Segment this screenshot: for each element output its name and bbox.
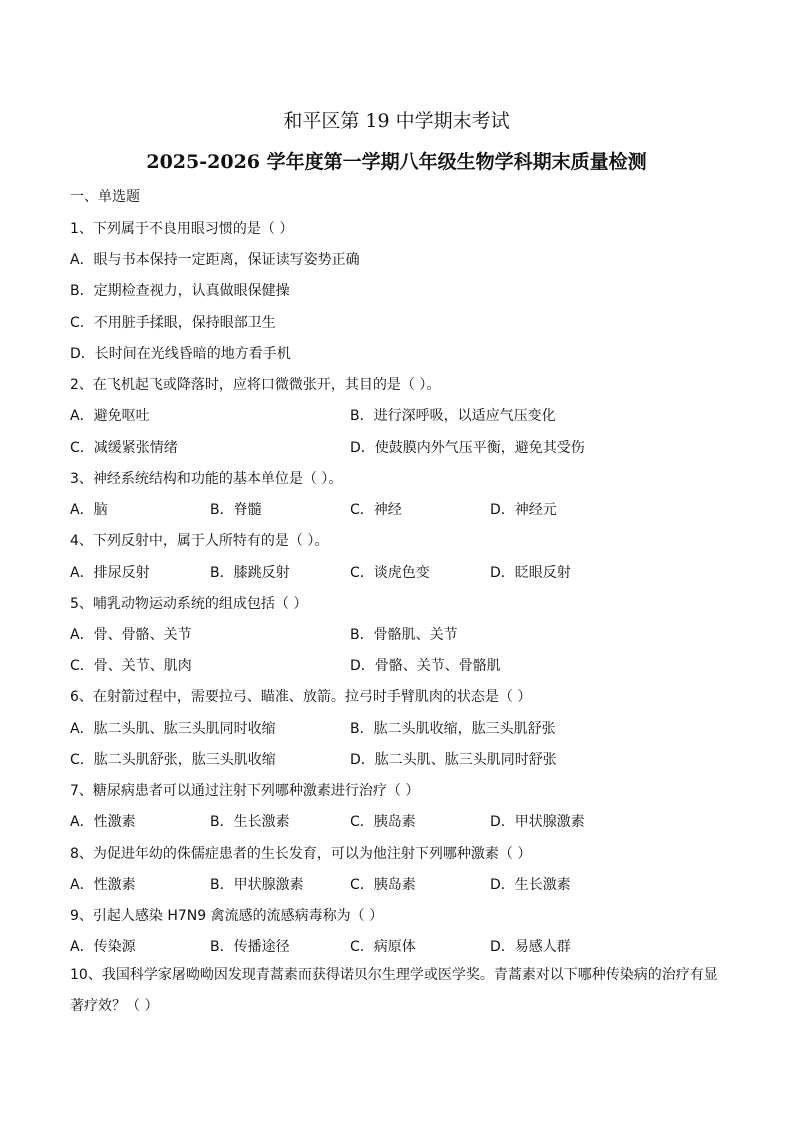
question-9-option-d: D．易感人群 bbox=[490, 939, 571, 955]
question-5-option-b: B．骨骼肌、关节 bbox=[350, 627, 458, 643]
question-3-option-b: B．脊髓 bbox=[210, 502, 262, 518]
question-6-option-c: C．肱二头肌舒张，肱三头肌收缩 bbox=[70, 752, 276, 768]
question-1-option-c: C．不用脏手揉眼，保持眼部卫生 bbox=[70, 315, 276, 331]
question-8-option-d: D．生长激素 bbox=[490, 877, 571, 893]
question-5-option-a: A．骨、骨骼、关节 bbox=[70, 627, 192, 643]
question-9-option-b: B．传播途径 bbox=[210, 939, 290, 955]
question-6-option-a: A．肱二头肌、肱三头肌同时收缩 bbox=[70, 721, 276, 737]
question-6-option-d: D．肱二头肌、肱三头肌同时舒张 bbox=[350, 752, 557, 768]
question-2: 2、在飞机起飞或降落时，应将口微微张开，其目的是（ ）。 bbox=[70, 377, 441, 393]
question-3-option-d: D．神经元 bbox=[490, 502, 557, 518]
question-5-option-d: D．骨骼、关节、骨骼肌 bbox=[350, 658, 501, 674]
exam-title-line1: 和平区第 19 中学期末考试 bbox=[283, 110, 510, 132]
question-9: 9、引起人感染 H7N9 禽流感的流感病毒称为（ ） bbox=[70, 908, 384, 924]
question-5: 5、哺乳动物运动系统的组成包括（ ） bbox=[70, 596, 308, 612]
question-7-option-b: B．生长激素 bbox=[210, 814, 290, 830]
question-7-option-c: C．胰岛素 bbox=[350, 814, 416, 830]
question-4: 4、下列反射中，属于人所特有的是（ ）。 bbox=[70, 533, 329, 549]
question-1: 1、下列属于不良用眼习惯的是（ ） bbox=[70, 221, 294, 237]
question-3: 3、神经系统结构和功能的基本单位是（ ）。 bbox=[70, 471, 343, 487]
question-1-option-a: A．眼与书本保持一定距离，保证读写姿势正确 bbox=[70, 252, 360, 268]
question-7-option-d: D．甲状腺激素 bbox=[490, 814, 585, 830]
question-3-option-c: C．神经 bbox=[350, 502, 402, 518]
question-6-option-b: B．肱二头肌收缩，肱三头肌舒张 bbox=[350, 721, 556, 737]
question-6: 6、在射箭过程中，需要拉弓、瞄准、放箭。拉弓时手臂肌肉的状态是（ ） bbox=[70, 689, 532, 705]
question-4-option-b: B．膝跳反射 bbox=[210, 565, 290, 581]
question-2-option-b: B．进行深呼吸，以适应气压变化 bbox=[350, 408, 556, 424]
section-title: 一、单选题 bbox=[70, 189, 140, 205]
exam-title-line2: 2025-2026 学年度第一学期八年级生物学科期末质量检测 bbox=[146, 151, 647, 173]
question-2-option-d: D．使鼓膜内外气压平衡，避免其受伤 bbox=[350, 440, 585, 456]
question-7-option-a: A．性激素 bbox=[70, 814, 136, 830]
question-1-option-b: B．定期检查视力，认真做眼保健操 bbox=[70, 283, 290, 299]
question-4-option-c: C．谈虎色变 bbox=[350, 565, 430, 581]
question-8: 8、为促进年幼的侏儒症患者的生长发育，可以为他注射下列哪种激素（ ） bbox=[70, 846, 532, 862]
question-8-option-c: C．胰岛素 bbox=[350, 877, 416, 893]
question-2-option-c: C．减缓紧张情绪 bbox=[70, 440, 178, 456]
question-9-option-c: C．病原体 bbox=[350, 939, 416, 955]
question-4-option-d: D．眨眼反射 bbox=[490, 565, 571, 581]
question-9-option-a: A．传染源 bbox=[70, 939, 136, 955]
question-4-option-a: A．排尿反射 bbox=[70, 565, 150, 581]
question-10: 10、我国科学家屠呦呦因发现青蒿素而获得诺贝尔生理学或医学奖。青蒿素对以下哪种传染病的治疗有显著疗效？（ ） bbox=[70, 967, 718, 1014]
question-7: 7、糖尿病患者可以通过注射下列哪种激素进行治疗（ ） bbox=[70, 783, 420, 799]
question-2-option-a: A．避免呕吐 bbox=[70, 408, 150, 424]
question-8-option-b: B．甲状腺激素 bbox=[210, 877, 304, 893]
question-1-option-d: D．长时间在光线昏暗的地方看手机 bbox=[70, 346, 291, 362]
question-5-option-c: C．骨、关节、肌肉 bbox=[70, 658, 192, 674]
question-8-option-a: A．性激素 bbox=[70, 877, 136, 893]
question-3-option-a: A．脑 bbox=[70, 502, 108, 518]
